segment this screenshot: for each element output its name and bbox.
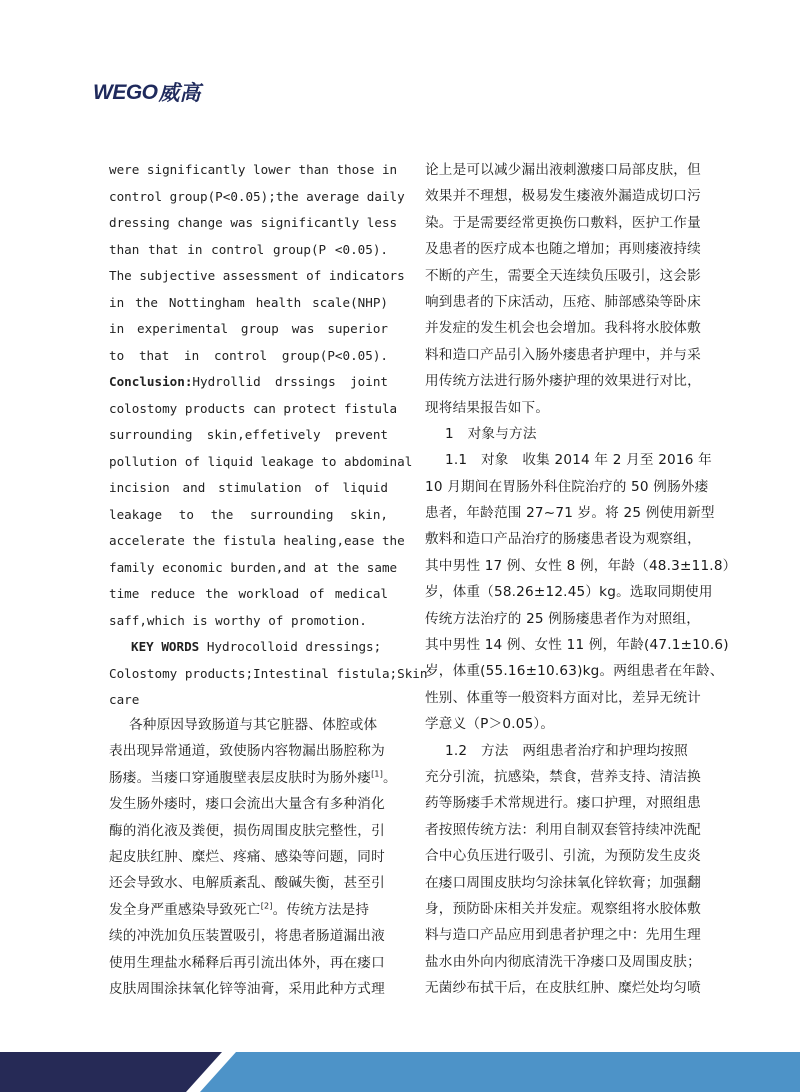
body-line: 岁，体重（58.26±12.45）kg。选取同期使用 (425, 584, 713, 601)
conclusion-line: saff,which is worthy of promotion. (109, 612, 367, 628)
body-line: 合中心负压进行吸引、引流，为预防发生皮炎 (425, 848, 701, 865)
body-line: 用传统方法进行肠外瘘护理的效果进行对比， (425, 373, 701, 390)
body-line: 表出现异常通道，致使肠内容物漏出肠腔称为 (109, 743, 385, 760)
keywords-label: KEY WORDS (131, 639, 200, 654)
footer-light-stripe (200, 1052, 800, 1092)
abstract-line: were significantly lower than those in (109, 162, 398, 177)
body-line: 不断的产生，需要全天连续负压吸引，这会影 (425, 267, 701, 284)
conclusion-first-line (109, 369, 388, 396)
body-line: 发生肠外瘘时，瘘口会流出大量含有多种消化 (109, 796, 385, 813)
body-line: 还会导致水、电解质紊乱、酸碱失衡，甚至引 (109, 875, 385, 892)
body-line: 药等肠瘘手术常规进行。瘘口护理，对照组患 (425, 795, 701, 812)
body-line: 敷料和造口产品治疗的肠瘘患者设为观察组， (425, 531, 701, 548)
body-line: 学意义（P＞0.05）。 (425, 716, 555, 733)
body-line: 盐水由外向内彻底清洗干净瘘口及周围皮肤； (425, 953, 701, 970)
body-line: 岁，体重(55.16±10.63)kg。两组患者在年龄、 (425, 663, 724, 680)
body-line: 身，预防卧床相关并发症。观察组将水胶体敷 (425, 900, 701, 917)
body-line: 并发症的发生机会也会增加。我科将水胶体敷 (425, 320, 701, 337)
abstract-line: dressing change was significantly less (109, 215, 398, 230)
logo-cjk-text: 威高 (158, 81, 201, 105)
body-line-with-citation (109, 765, 397, 791)
body-line: 续的冲洗加负压装置吸引，将患者肠道漏出液 (109, 928, 385, 945)
conclusion-line: colostomy products can protect fistula (109, 400, 398, 416)
conclusion-text: Hydrollid drssings joint (192, 374, 388, 389)
keywords-line: Colostomy products;Intestinal fistula;Skin (109, 665, 428, 681)
citation-2: [2] (260, 901, 273, 911)
body-line-with-citation (109, 897, 388, 923)
body-line: 者按照传统方法：利用自制双套管持续冲洗配 (425, 821, 701, 838)
section-heading: 1 对象与方法 (445, 425, 537, 442)
keywords-first-line (109, 634, 388, 661)
conclusion-line: surrounding skin,effetively prevent (109, 427, 388, 442)
subsection-line: 1.2 方法 两组患者治疗和护理均按照 (445, 742, 688, 759)
body-line: 10 月期间在胃肠外科住院治疗的 50 例肠外瘘 (425, 478, 709, 495)
body-line: 其中男性 14 例、女性 11 例，年龄(47.1±10.6) (425, 637, 729, 654)
abstract-line: control group(P<0.05);the average daily (109, 188, 405, 204)
body-line: 现将结果报告如下。 (425, 399, 550, 416)
body-line-tail: 。传统方法是持 (272, 901, 370, 918)
body-line: 皮肤周围涂抹氧化锌等油膏，采用此种方式理 (109, 980, 385, 997)
body-line: 响到患者的下床活动，压疮、肺部感染等卧床 (425, 293, 701, 310)
conclusion-line: time reduce the workload of medical (109, 586, 388, 601)
english-abstract (109, 157, 428, 714)
body-line: 及患者的医疗成本也随之增加；再则瘘液持续 (425, 241, 701, 258)
body-line: 使用生理盐水稀释后再引流出体外，再在瘘口 (109, 954, 385, 971)
body-line: 料和造口产品引入肠外瘘患者护理中，并与采 (425, 346, 701, 363)
body-line: 酶的消化液及粪便，损伤周围皮肤完整性，引 (109, 822, 385, 839)
citation-1: [1] (371, 769, 384, 779)
abstract-line: in the Nottingham health scale(NHP) (109, 294, 388, 310)
body-line: 其中男性 17 例、女性 8 例，年龄（48.3±11.8） (425, 557, 737, 574)
logo-latin-text: WEGO (93, 81, 158, 104)
wego-logo (93, 80, 201, 104)
conclusion-line: incision and stimulation of liquid (109, 480, 388, 495)
body-line: 充分引流，抗感染，禁食，营养支持、清洁换 (425, 768, 701, 785)
body-line: 在瘘口周围皮肤均匀涂抹氧化锌软膏；加强翻 (425, 874, 701, 891)
footer-dark-stripe (0, 1052, 222, 1092)
body-line-text: 肠瘘。当瘘口穿通腹壁表层皮肤时为肠外瘘 (109, 769, 372, 786)
body-line: 起皮肤红肿、糜烂、疼痛、感染等问题，同时 (109, 848, 385, 865)
body-line: 效果并不理想，极易发生瘘液外漏造成切口污 (425, 188, 701, 205)
body-line: 性别、体重等一般资料方面对比，差异无统计 (425, 689, 701, 706)
subsection-line: 1.1 对象 收集 2014 年 2 月至 2016 年 (445, 452, 712, 469)
body-line-tail: 。 (383, 769, 397, 786)
abstract-line: to that in control group(P<0.05). (109, 347, 388, 363)
chinese-body-right (425, 157, 737, 1002)
body-line: 各种原因导致肠道与其它脏器、体腔或体 (129, 717, 378, 733)
body-line: 传统方法治疗的 25 例肠瘘患者作为对照组， (425, 610, 701, 627)
body-line: 患者，年龄范围 27~71 岁。将 25 例使用新型 (425, 505, 715, 522)
abstract-line: than that in control group(P <0.05). (109, 241, 388, 257)
conclusion-line: pollution of liquid leakage to abdominal (109, 453, 413, 469)
body-line: 染。于是需要经常更换伤口敷料，医护工作量 (425, 214, 701, 231)
keywords-line: care (109, 692, 140, 707)
abstract-line: in experimental group was superior (109, 321, 388, 336)
conclusion-line: family economic burden,and at the same (109, 559, 398, 575)
conclusion-label: Conclusion: (109, 374, 193, 389)
body-line: 无菌纱布拭干后，在皮肤红肿、糜烂处均匀喷 (425, 980, 701, 997)
conclusion-line: leakage to the surrounding skin, (109, 506, 388, 522)
chinese-body-left (109, 712, 397, 1002)
body-line-text: 发全身严重感染导致死亡 (109, 901, 261, 918)
body-line: 论上是可以减少漏出液刺激瘘口局部皮肤，但 (425, 162, 701, 178)
body-line: 料与造口产品应用到患者护理之中：先用生理 (425, 927, 701, 944)
conclusion-line: accelerate the fistula healing,ease the (109, 533, 405, 548)
footer-band (0, 1052, 800, 1092)
keywords-text: Hydrocolloid dressings; (199, 639, 382, 654)
abstract-line: The subjective assessment of indicators (109, 268, 405, 283)
